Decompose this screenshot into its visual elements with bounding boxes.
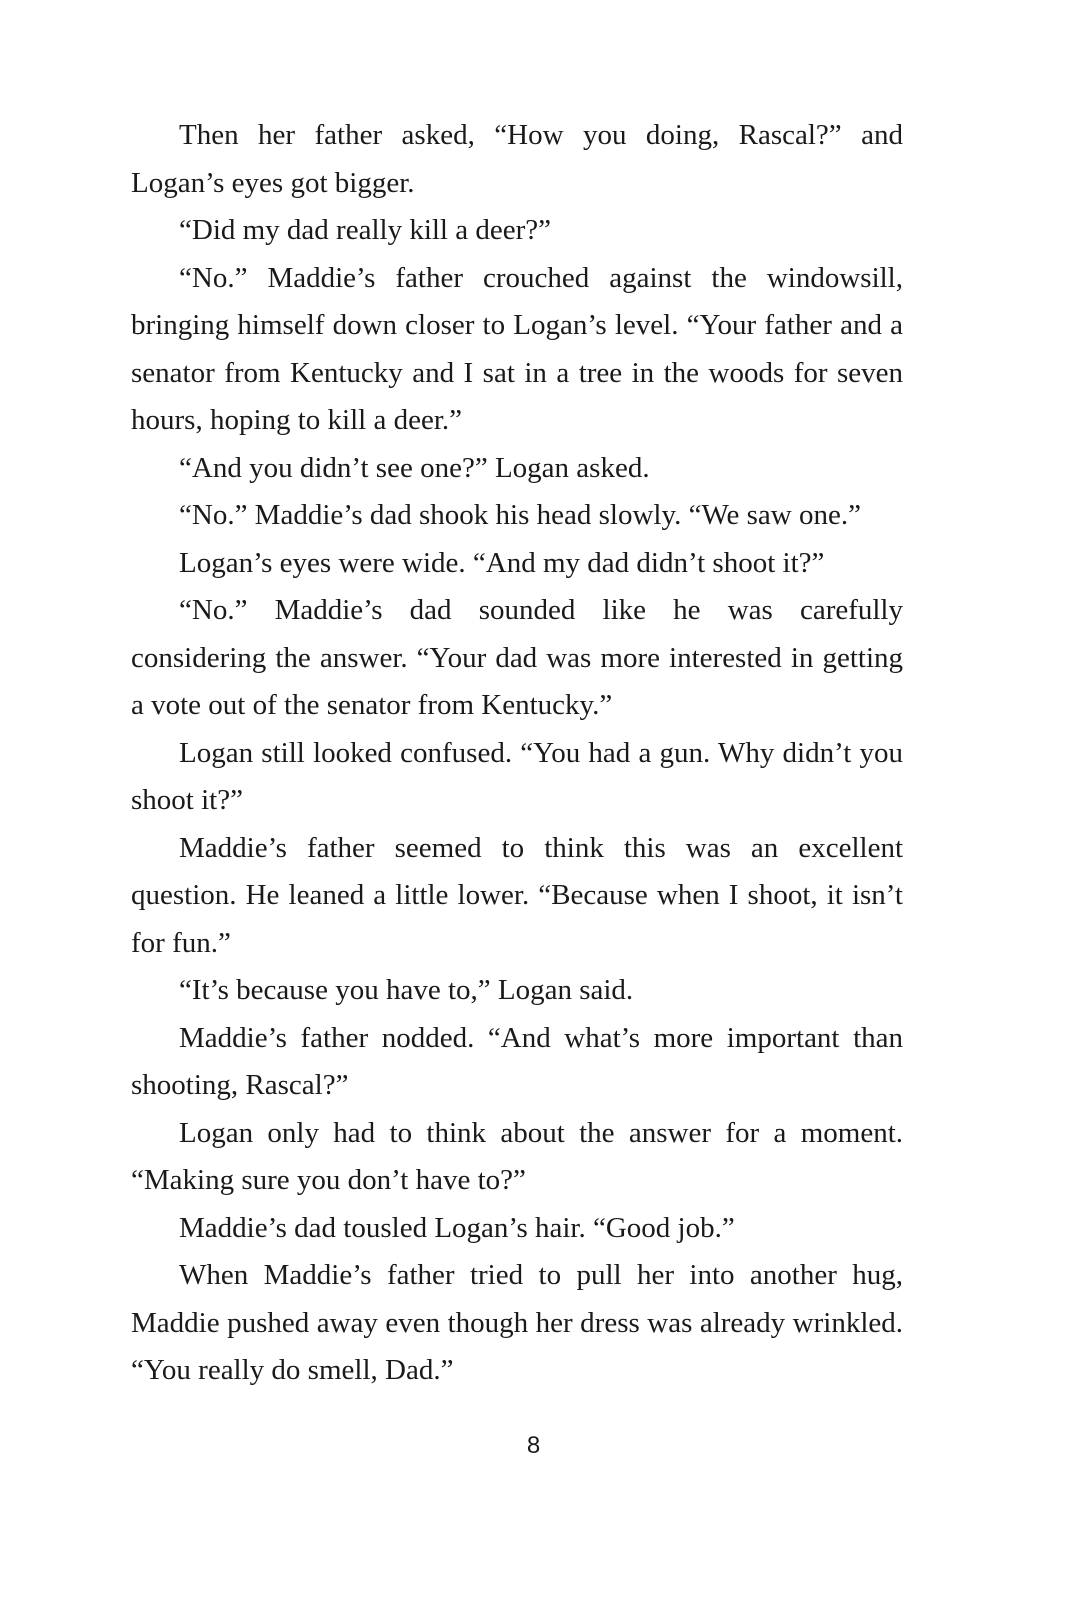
paragraph: Maddie’s dad tousled Logan’s hair. “Good job.” (179, 1211, 735, 1244)
paragraph: “No.” Maddie’s dad sounded like he was carefully considering the answer. “Your dad was more interested in getting a vote out of the senator from Kentucky.” (131, 594, 903, 721)
body-text (131, 112, 903, 1395)
page-number: 8 (526, 1432, 541, 1459)
paragraph: “It’s because you have to,” Logan said. (179, 974, 634, 1006)
paragraph: “Did my dad really kill a deer?” (179, 214, 552, 246)
paragraph: Maddie’s father nodded. “And what’s more important than shooting, Rascal?” (131, 1021, 903, 1101)
paragraph: Then her father asked, “How you doing, Rascal?” and Logan’s eyes got bigger. (131, 119, 903, 199)
paragraph: “No.” Maddie’s dad shook his head slowly. “We saw one.” (179, 499, 861, 531)
paragraph: Maddie’s father seemed to think this was an excellent question. He leaned a little lower. “Because when I shoot, it isn’t for fun.” (131, 831, 903, 959)
paragraph: When Maddie’s father tried to pull her into another hug, Maddie pushed away even though her dress was already wrinkled. “You really do smell, Dad.” (131, 1259, 903, 1386)
paragraph: “No.” Maddie’s father crouched against the windowsill, bringing himself down closer to Logan’s level. “Your father and a senator from Kentucky and I sat in a tree in the woods for seven hours, hoping to kill a deer.” (131, 261, 903, 436)
paragraph: Logan’s eyes were wide. “And my dad didn’t shoot it?” (179, 546, 825, 579)
paragraph: Logan only had to think about the answer for a moment. “Making sure you don’t have to?” (131, 1116, 903, 1196)
paragraph: “And you didn’t see one?” Logan asked. (179, 451, 650, 484)
paragraph: Logan still looked confused. “You had a gun. Why didn’t you shoot it?” (131, 736, 903, 816)
